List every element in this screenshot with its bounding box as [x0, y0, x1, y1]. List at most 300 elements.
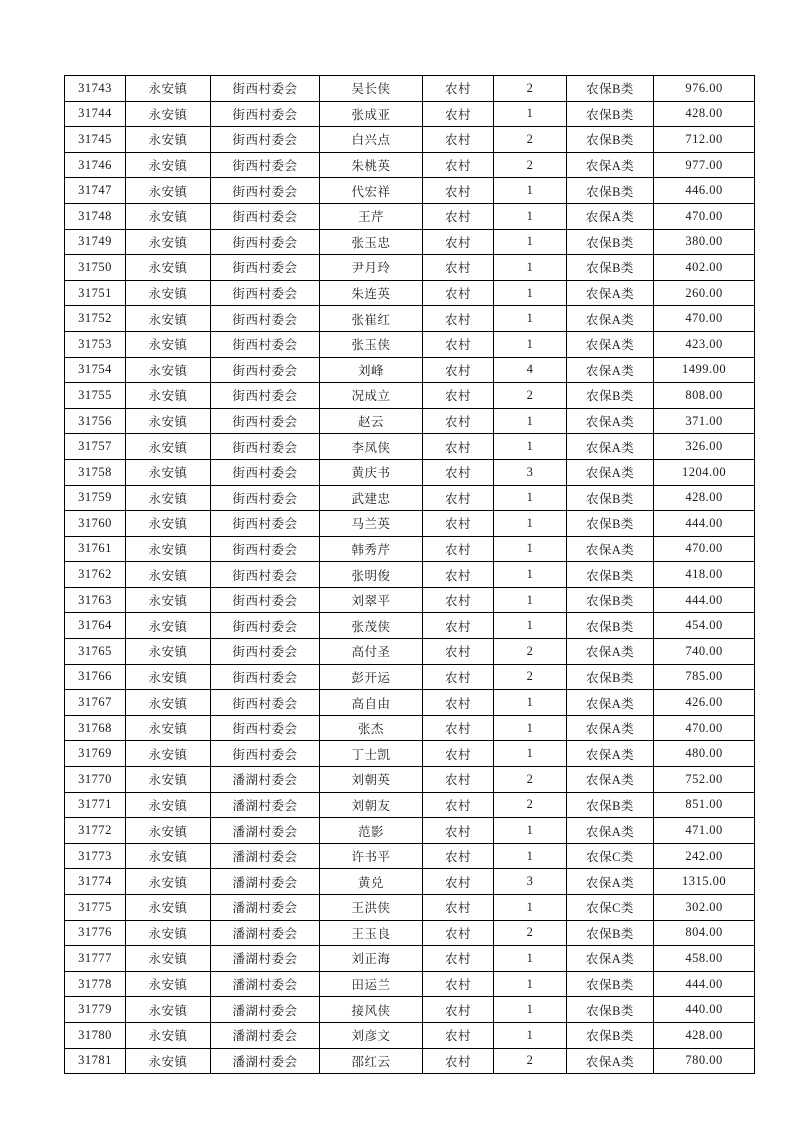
cell-record-id: 31781 — [65, 1048, 126, 1074]
cell-town: 永安镇 — [126, 715, 211, 741]
cell-record-id: 31774 — [65, 869, 126, 895]
cell-town: 永安镇 — [126, 741, 211, 767]
cell-record-id: 31766 — [65, 664, 126, 690]
cell-person-name: 王芹 — [320, 203, 423, 229]
cell-person-count: 2 — [494, 767, 567, 793]
cell-insurance-category: 农保B类 — [567, 383, 654, 409]
cell-insurance-category: 农保A类 — [567, 459, 654, 485]
cell-insurance-category: 农保B类 — [567, 971, 654, 997]
cell-amount: 380.00 — [654, 229, 755, 255]
cell-village-committee: 街西村委会 — [211, 587, 320, 613]
cell-record-id: 31773 — [65, 843, 126, 869]
cell-person-name: 白兴点 — [320, 127, 423, 153]
table-row — [65, 408, 755, 434]
cell-village-committee: 街西村委会 — [211, 383, 320, 409]
cell-record-id: 31771 — [65, 792, 126, 818]
cell-residence-type: 农村 — [423, 152, 494, 178]
cell-residence-type: 农村 — [423, 715, 494, 741]
cell-insurance-category: 农保A类 — [567, 869, 654, 895]
cell-person-count: 2 — [494, 639, 567, 665]
cell-amount: 242.00 — [654, 843, 755, 869]
cell-residence-type: 农村 — [423, 331, 494, 357]
table-row — [65, 203, 755, 229]
cell-town: 永安镇 — [126, 639, 211, 665]
cell-insurance-category: 农保B类 — [567, 229, 654, 255]
cell-person-count: 1 — [494, 485, 567, 511]
cell-record-id: 31761 — [65, 536, 126, 562]
cell-amount: 740.00 — [654, 639, 755, 665]
cell-person-name: 况成立 — [320, 383, 423, 409]
cell-village-committee: 潘湖村委会 — [211, 869, 320, 895]
cell-record-id: 31772 — [65, 818, 126, 844]
cell-town: 永安镇 — [126, 587, 211, 613]
table-row — [65, 869, 755, 895]
cell-person-name: 尹月玲 — [320, 255, 423, 281]
table-row — [65, 971, 755, 997]
cell-amount: 1204.00 — [654, 459, 755, 485]
cell-record-id: 31776 — [65, 920, 126, 946]
cell-amount: 470.00 — [654, 715, 755, 741]
table-row — [65, 229, 755, 255]
cell-person-count: 1 — [494, 511, 567, 537]
cell-town: 永安镇 — [126, 101, 211, 127]
cell-insurance-category: 农保B类 — [567, 127, 654, 153]
table-row — [65, 152, 755, 178]
cell-amount: 402.00 — [654, 255, 755, 281]
cell-residence-type: 农村 — [423, 357, 494, 383]
cell-residence-type: 农村 — [423, 1048, 494, 1074]
cell-person-count: 2 — [494, 1048, 567, 1074]
cell-village-committee: 潘湖村委会 — [211, 818, 320, 844]
cell-person-count: 1 — [494, 971, 567, 997]
cell-insurance-category: 农保A类 — [567, 690, 654, 716]
table-row — [65, 946, 755, 972]
table-row — [65, 818, 755, 844]
cell-village-committee: 街西村委会 — [211, 255, 320, 281]
cell-amount: 470.00 — [654, 306, 755, 332]
table-row — [65, 792, 755, 818]
cell-person-name: 张茂侠 — [320, 613, 423, 639]
cell-village-committee: 街西村委会 — [211, 639, 320, 665]
cell-amount: 371.00 — [654, 408, 755, 434]
cell-amount: 260.00 — [654, 280, 755, 306]
cell-record-id: 31749 — [65, 229, 126, 255]
cell-residence-type: 农村 — [423, 306, 494, 332]
cell-record-id: 31745 — [65, 127, 126, 153]
cell-town: 永安镇 — [126, 383, 211, 409]
cell-town: 永安镇 — [126, 76, 211, 102]
cell-insurance-category: 农保B类 — [567, 562, 654, 588]
table-row — [65, 331, 755, 357]
cell-village-committee: 潘湖村委会 — [211, 997, 320, 1023]
cell-residence-type: 农村 — [423, 434, 494, 460]
records-table — [64, 75, 755, 1074]
cell-insurance-category: 农保A类 — [567, 203, 654, 229]
cell-person-name: 朱桃英 — [320, 152, 423, 178]
cell-residence-type: 农村 — [423, 562, 494, 588]
cell-village-committee: 街西村委会 — [211, 76, 320, 102]
cell-insurance-category: 农保A类 — [567, 536, 654, 562]
cell-person-count: 2 — [494, 920, 567, 946]
cell-residence-type: 农村 — [423, 76, 494, 102]
cell-residence-type: 农村 — [423, 920, 494, 946]
cell-village-committee: 街西村委会 — [211, 459, 320, 485]
cell-record-id: 31760 — [65, 511, 126, 537]
cell-insurance-category: 农保A类 — [567, 357, 654, 383]
table-row — [65, 536, 755, 562]
cell-person-count: 1 — [494, 895, 567, 921]
cell-village-committee: 潘湖村委会 — [211, 920, 320, 946]
cell-insurance-category: 农保B类 — [567, 76, 654, 102]
table-row — [65, 895, 755, 921]
cell-record-id: 31780 — [65, 1022, 126, 1048]
cell-town: 永安镇 — [126, 229, 211, 255]
cell-record-id: 31765 — [65, 639, 126, 665]
cell-person-name: 刘彦文 — [320, 1022, 423, 1048]
cell-town: 永安镇 — [126, 255, 211, 281]
cell-record-id: 31770 — [65, 767, 126, 793]
cell-person-name: 高付圣 — [320, 639, 423, 665]
cell-residence-type: 农村 — [423, 690, 494, 716]
cell-amount: 977.00 — [654, 152, 755, 178]
records-table-body — [65, 76, 755, 1074]
cell-town: 永安镇 — [126, 485, 211, 511]
cell-record-id: 31779 — [65, 997, 126, 1023]
table-row — [65, 767, 755, 793]
cell-town: 永安镇 — [126, 459, 211, 485]
cell-insurance-category: 农保B类 — [567, 920, 654, 946]
cell-record-id: 31753 — [65, 331, 126, 357]
cell-village-committee: 潘湖村委会 — [211, 792, 320, 818]
cell-village-committee: 街西村委会 — [211, 306, 320, 332]
cell-record-id: 31778 — [65, 971, 126, 997]
cell-town: 永安镇 — [126, 408, 211, 434]
cell-person-name: 吴长侠 — [320, 76, 423, 102]
cell-record-id: 31757 — [65, 434, 126, 460]
cell-person-count: 2 — [494, 664, 567, 690]
cell-person-name: 范影 — [320, 818, 423, 844]
table-row — [65, 101, 755, 127]
cell-amount: 976.00 — [654, 76, 755, 102]
cell-residence-type: 农村 — [423, 1022, 494, 1048]
cell-amount: 326.00 — [654, 434, 755, 460]
table-row — [65, 357, 755, 383]
cell-insurance-category: 农保B类 — [567, 613, 654, 639]
cell-person-name: 李凤侠 — [320, 434, 423, 460]
cell-village-committee: 街西村委会 — [211, 280, 320, 306]
cell-residence-type: 农村 — [423, 511, 494, 537]
table-row — [65, 843, 755, 869]
cell-town: 永安镇 — [126, 895, 211, 921]
cell-record-id: 31764 — [65, 613, 126, 639]
cell-town: 永安镇 — [126, 203, 211, 229]
cell-village-committee: 街西村委会 — [211, 536, 320, 562]
cell-record-id: 31747 — [65, 178, 126, 204]
cell-amount: 712.00 — [654, 127, 755, 153]
cell-insurance-category: 农保C类 — [567, 843, 654, 869]
cell-insurance-category: 农保A类 — [567, 1048, 654, 1074]
cell-amount: 418.00 — [654, 562, 755, 588]
cell-insurance-category: 农保B类 — [567, 101, 654, 127]
cell-village-committee: 潘湖村委会 — [211, 1022, 320, 1048]
cell-town: 永安镇 — [126, 562, 211, 588]
cell-person-count: 1 — [494, 690, 567, 716]
cell-residence-type: 农村 — [423, 101, 494, 127]
cell-town: 永安镇 — [126, 767, 211, 793]
cell-amount: 444.00 — [654, 971, 755, 997]
cell-village-committee: 潘湖村委会 — [211, 767, 320, 793]
cell-record-id: 31746 — [65, 152, 126, 178]
cell-residence-type: 农村 — [423, 255, 494, 281]
cell-town: 永安镇 — [126, 127, 211, 153]
cell-person-name: 刘朝英 — [320, 767, 423, 793]
cell-town: 永安镇 — [126, 971, 211, 997]
cell-amount: 302.00 — [654, 895, 755, 921]
cell-person-name: 王洪侠 — [320, 895, 423, 921]
cell-amount: 471.00 — [654, 818, 755, 844]
table-row — [65, 178, 755, 204]
cell-person-count: 1 — [494, 280, 567, 306]
cell-person-count: 2 — [494, 76, 567, 102]
cell-record-id: 31751 — [65, 280, 126, 306]
cell-village-committee: 潘湖村委会 — [211, 971, 320, 997]
cell-insurance-category: 农保A类 — [567, 331, 654, 357]
cell-village-committee: 街西村委会 — [211, 178, 320, 204]
cell-residence-type: 农村 — [423, 536, 494, 562]
cell-residence-type: 农村 — [423, 639, 494, 665]
cell-town: 永安镇 — [126, 1022, 211, 1048]
cell-residence-type: 农村 — [423, 664, 494, 690]
cell-record-id: 31767 — [65, 690, 126, 716]
cell-town: 永安镇 — [126, 946, 211, 972]
table-row — [65, 383, 755, 409]
cell-record-id: 31744 — [65, 101, 126, 127]
cell-insurance-category: 农保A类 — [567, 306, 654, 332]
cell-person-count: 1 — [494, 946, 567, 972]
cell-person-name: 刘正海 — [320, 946, 423, 972]
cell-amount: 428.00 — [654, 1022, 755, 1048]
cell-town: 永安镇 — [126, 869, 211, 895]
cell-person-count: 3 — [494, 869, 567, 895]
cell-residence-type: 农村 — [423, 767, 494, 793]
cell-person-name: 黄兑 — [320, 869, 423, 895]
cell-person-count: 1 — [494, 229, 567, 255]
cell-person-count: 2 — [494, 152, 567, 178]
cell-amount: 780.00 — [654, 1048, 755, 1074]
cell-amount: 444.00 — [654, 587, 755, 613]
cell-person-name: 彭开运 — [320, 664, 423, 690]
cell-insurance-category: 农保A类 — [567, 408, 654, 434]
cell-person-count: 2 — [494, 792, 567, 818]
cell-town: 永安镇 — [126, 152, 211, 178]
cell-village-committee: 街西村委会 — [211, 434, 320, 460]
cell-village-committee: 潘湖村委会 — [211, 843, 320, 869]
table-row — [65, 127, 755, 153]
cell-insurance-category: 农保A类 — [567, 767, 654, 793]
cell-person-name: 张玉侠 — [320, 331, 423, 357]
cell-person-name: 武建忠 — [320, 485, 423, 511]
cell-amount: 804.00 — [654, 920, 755, 946]
cell-insurance-category: 农保B类 — [567, 485, 654, 511]
cell-person-count: 1 — [494, 562, 567, 588]
cell-insurance-category: 农保B类 — [567, 178, 654, 204]
table-row — [65, 255, 755, 281]
cell-record-id: 31769 — [65, 741, 126, 767]
cell-record-id: 31754 — [65, 357, 126, 383]
cell-amount: 808.00 — [654, 383, 755, 409]
cell-amount: 470.00 — [654, 536, 755, 562]
cell-village-committee: 街西村委会 — [211, 101, 320, 127]
table-row — [65, 562, 755, 588]
cell-person-name: 邵红云 — [320, 1048, 423, 1074]
cell-town: 永安镇 — [126, 690, 211, 716]
cell-residence-type: 农村 — [423, 613, 494, 639]
cell-insurance-category: 农保A类 — [567, 715, 654, 741]
cell-insurance-category: 农保A类 — [567, 280, 654, 306]
cell-person-name: 代宏祥 — [320, 178, 423, 204]
cell-insurance-category: 农保B类 — [567, 255, 654, 281]
cell-person-name: 刘翠平 — [320, 587, 423, 613]
cell-person-name: 张明俊 — [320, 562, 423, 588]
cell-record-id: 31755 — [65, 383, 126, 409]
cell-residence-type: 农村 — [423, 741, 494, 767]
cell-amount: 470.00 — [654, 203, 755, 229]
table-row — [65, 459, 755, 485]
cell-insurance-category: 农保B类 — [567, 792, 654, 818]
cell-village-committee: 街西村委会 — [211, 408, 320, 434]
cell-insurance-category: 农保A类 — [567, 434, 654, 460]
cell-residence-type: 农村 — [423, 383, 494, 409]
table-row — [65, 511, 755, 537]
cell-town: 永安镇 — [126, 511, 211, 537]
table-row — [65, 920, 755, 946]
cell-town: 永安镇 — [126, 818, 211, 844]
cell-village-committee: 潘湖村委会 — [211, 895, 320, 921]
table-row — [65, 280, 755, 306]
cell-record-id: 31763 — [65, 587, 126, 613]
cell-residence-type: 农村 — [423, 203, 494, 229]
cell-insurance-category: 农保C类 — [567, 895, 654, 921]
cell-amount: 851.00 — [654, 792, 755, 818]
cell-village-committee: 街西村委会 — [211, 511, 320, 537]
cell-insurance-category: 农保A类 — [567, 818, 654, 844]
cell-record-id: 31750 — [65, 255, 126, 281]
cell-person-count: 1 — [494, 818, 567, 844]
cell-amount: 440.00 — [654, 997, 755, 1023]
cell-insurance-category: 农保B类 — [567, 664, 654, 690]
cell-record-id: 31762 — [65, 562, 126, 588]
cell-residence-type: 农村 — [423, 459, 494, 485]
cell-town: 永安镇 — [126, 843, 211, 869]
cell-record-id: 31748 — [65, 203, 126, 229]
cell-village-committee: 街西村委会 — [211, 613, 320, 639]
cell-town: 永安镇 — [126, 536, 211, 562]
cell-person-count: 1 — [494, 203, 567, 229]
cell-person-count: 1 — [494, 741, 567, 767]
cell-village-committee: 街西村委会 — [211, 152, 320, 178]
cell-residence-type: 农村 — [423, 997, 494, 1023]
cell-record-id: 31752 — [65, 306, 126, 332]
table-row — [65, 434, 755, 460]
cell-residence-type: 农村 — [423, 229, 494, 255]
cell-person-count: 1 — [494, 587, 567, 613]
cell-village-committee: 街西村委会 — [211, 485, 320, 511]
cell-person-name: 接风侠 — [320, 997, 423, 1023]
cell-amount: 1499.00 — [654, 357, 755, 383]
cell-amount: 446.00 — [654, 178, 755, 204]
cell-person-name: 赵云 — [320, 408, 423, 434]
cell-amount: 428.00 — [654, 485, 755, 511]
cell-town: 永安镇 — [126, 280, 211, 306]
cell-record-id: 31758 — [65, 459, 126, 485]
cell-person-count: 1 — [494, 715, 567, 741]
cell-residence-type: 农村 — [423, 946, 494, 972]
cell-residence-type: 农村 — [423, 127, 494, 153]
cell-residence-type: 农村 — [423, 408, 494, 434]
cell-town: 永安镇 — [126, 920, 211, 946]
cell-residence-type: 农村 — [423, 869, 494, 895]
cell-town: 永安镇 — [126, 357, 211, 383]
cell-person-count: 1 — [494, 408, 567, 434]
cell-person-count: 1 — [494, 997, 567, 1023]
cell-person-name: 张成亚 — [320, 101, 423, 127]
cell-person-count: 3 — [494, 459, 567, 485]
table-row — [65, 306, 755, 332]
cell-person-name: 张玉忠 — [320, 229, 423, 255]
cell-residence-type: 农村 — [423, 971, 494, 997]
cell-record-id: 31759 — [65, 485, 126, 511]
cell-amount: 423.00 — [654, 331, 755, 357]
cell-person-name: 高自由 — [320, 690, 423, 716]
cell-amount: 454.00 — [654, 613, 755, 639]
cell-person-name: 刘朝友 — [320, 792, 423, 818]
table-row — [65, 76, 755, 102]
table-row — [65, 613, 755, 639]
cell-village-committee: 街西村委会 — [211, 715, 320, 741]
table-row — [65, 664, 755, 690]
cell-person-name: 许书平 — [320, 843, 423, 869]
table-row — [65, 715, 755, 741]
cell-town: 永安镇 — [126, 1048, 211, 1074]
cell-person-count: 1 — [494, 101, 567, 127]
cell-person-count: 1 — [494, 255, 567, 281]
cell-town: 永安镇 — [126, 664, 211, 690]
cell-town: 永安镇 — [126, 997, 211, 1023]
table-row — [65, 639, 755, 665]
cell-amount: 426.00 — [654, 690, 755, 716]
cell-village-committee: 街西村委会 — [211, 229, 320, 255]
cell-record-id: 31775 — [65, 895, 126, 921]
cell-village-committee: 街西村委会 — [211, 127, 320, 153]
cell-town: 永安镇 — [126, 792, 211, 818]
cell-residence-type: 农村 — [423, 178, 494, 204]
cell-town: 永安镇 — [126, 306, 211, 332]
cell-record-id: 31743 — [65, 76, 126, 102]
cell-person-count: 1 — [494, 536, 567, 562]
cell-amount: 752.00 — [654, 767, 755, 793]
cell-person-count: 2 — [494, 383, 567, 409]
cell-amount: 458.00 — [654, 946, 755, 972]
table-row — [65, 1048, 755, 1074]
table-row — [65, 741, 755, 767]
cell-person-name: 韩秀芹 — [320, 536, 423, 562]
cell-person-name: 王玉良 — [320, 920, 423, 946]
cell-town: 永安镇 — [126, 178, 211, 204]
table-row — [65, 587, 755, 613]
cell-town: 永安镇 — [126, 331, 211, 357]
cell-insurance-category: 农保A类 — [567, 639, 654, 665]
cell-record-id: 31768 — [65, 715, 126, 741]
